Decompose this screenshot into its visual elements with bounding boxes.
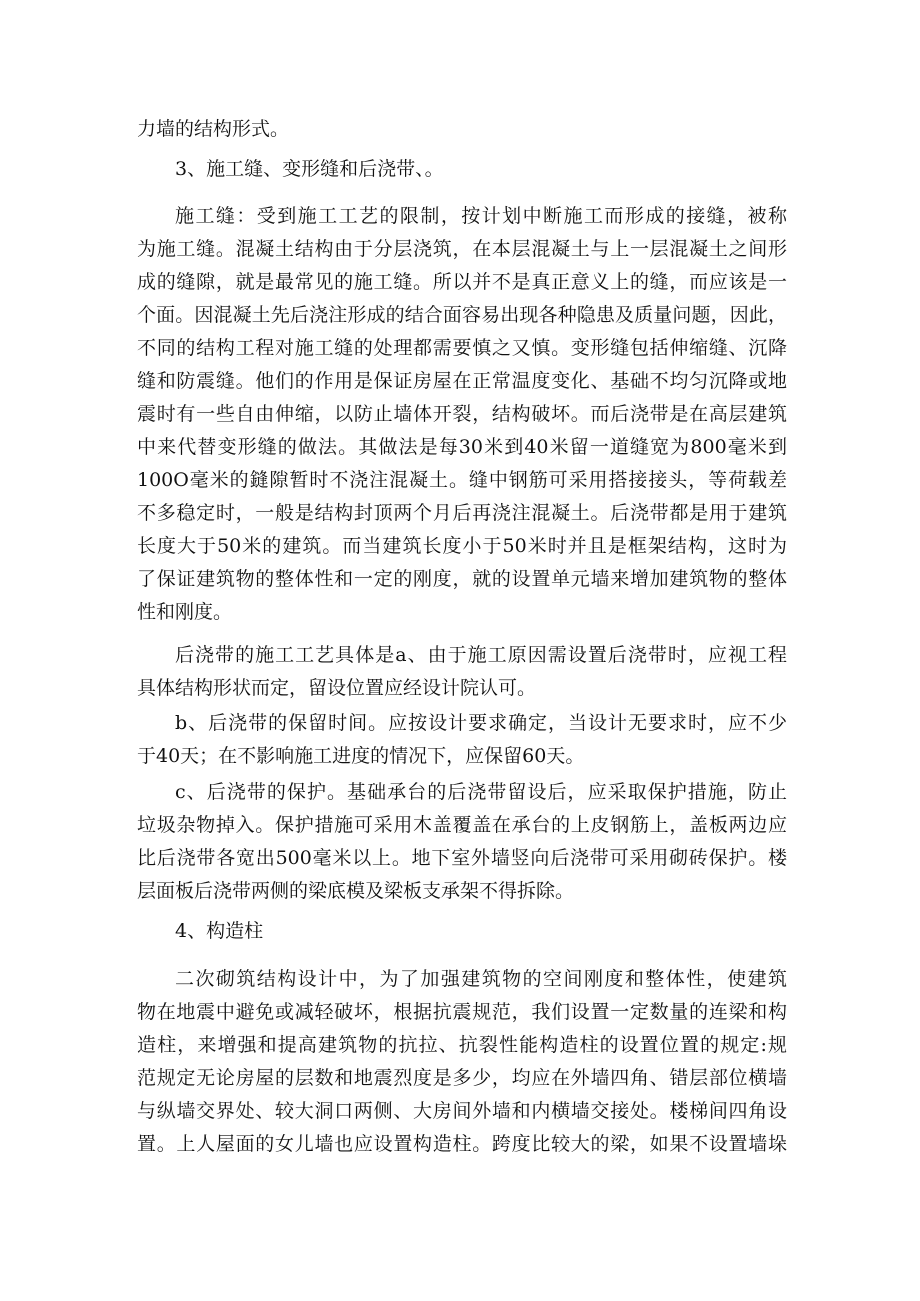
text-line: 二次砌筑结构设计中，为了加强建筑物的空间刚度和整体性，使建筑 [175, 968, 787, 990]
text-line: 为施工缝。混凝土结构由于分层浇筑，在本层混凝土与上一层混凝土之间形 [137, 238, 787, 260]
text-line: 物在地震中避免或减轻破坏，根据抗震规范，我们设置一定数量的连梁和构 [137, 1001, 787, 1023]
text-line: 震时有一些自由伸缩，以防止墙体开裂，结构破坏。而后浇带是在高层建筑 [137, 403, 787, 425]
text-line: 了保证建筑物的整体性和一定的刚度，就的设置单元墙来增加建筑物的整体 [137, 568, 787, 590]
text-line: 力墙的结构形式。 [137, 118, 290, 140]
text-line: 缝和防震缝。他们的作用是保证房屋在正常温度变化、基础不均匀沉降或地 [137, 370, 787, 392]
text-line: 比后浇带各宽出500毫米以上。地下室外墙竖向后浇带可采用砌砖保护。楼 [137, 847, 787, 869]
text-line: 造柱，来增强和提高建筑物的抗拉、抗裂性能构造柱的设置位置的规定:规 [137, 1034, 787, 1056]
section-heading: 3、施工缝、变形缝和后浇带、。 [175, 158, 444, 180]
text-line: 成的缝隙，就是最常见的施工缝。所以并不是真正意义上的缝，而应该是一 [137, 271, 787, 293]
text-line: 不多稳定时，一般是结构封顶两个月后再浇注混凝土。后浇带都是用于建筑 [137, 502, 787, 524]
text-line: 与纵墙交界处、较大洞口两侧、大房间外墙和内横墙交接处。楼梯间四角设 [137, 1100, 787, 1122]
text-line: 于40天；在不影响施工进度的情况下，应保留60天。 [137, 745, 585, 767]
section-heading: 4、构造柱 [175, 920, 264, 942]
text-line: 个面。因混凝土先后浇注形成的结合面容易出现各种隐患及质量问题，因此， [137, 304, 787, 326]
text-line: 置。上人屋面的女儿墙也应设置构造柱。跨度比较大的梁，如果不设置墙垛 [137, 1133, 787, 1155]
text-line: 100O毫米的鏠隙暂时不浇注混凝土。缝中钢筋可采用搭接接头，等荷载差 [137, 469, 787, 491]
text-line: 性和刚度。 [137, 601, 233, 623]
text-line: c、后浇带的保护。基础承台的后浇带留设后，应采取保护措施，防止 [175, 781, 787, 803]
text-line: 范规定无论房屋的层数和地震烈度是多少，均应在外墙四角、错层部位横墙 [137, 1067, 787, 1089]
text-line: b、后浇带的保留时间。应按设计要求确定，当设计无要求时，应不少 [175, 712, 787, 734]
text-line: 长度大于50米的建筑。而当建筑长度小于50米时并且是框架结构，这时为 [137, 535, 787, 557]
text-line: 垃圾杂物掉入。保护措施可采用木盖覆盖在承台的上皮钢筋上，盖板两边应 [137, 814, 787, 836]
text-line: 具体结构形状而定，留设位置应经设计院认可。 [137, 677, 537, 699]
text-line: 后浇带的施工工艺具体是a、由于施工原因需设置后浇带时，应视工程 [175, 644, 787, 666]
text-line: 中来代替变形缝的做法。其做法是每30米到40米留一道缝宽为800毫米到 [137, 436, 787, 458]
text-line: 层面板后浇带两侧的梁底模及梁板支承架不得拆除。 [137, 880, 575, 902]
text-line: 施工缝：受到施工工艺的限制，按计划中断施工而形成的接缝，被称 [175, 205, 787, 227]
text-line: 不同的结构工程对施工缝的处理都需要慎之又慎。变形缝包括伸缩缝、沉降 [137, 337, 787, 359]
